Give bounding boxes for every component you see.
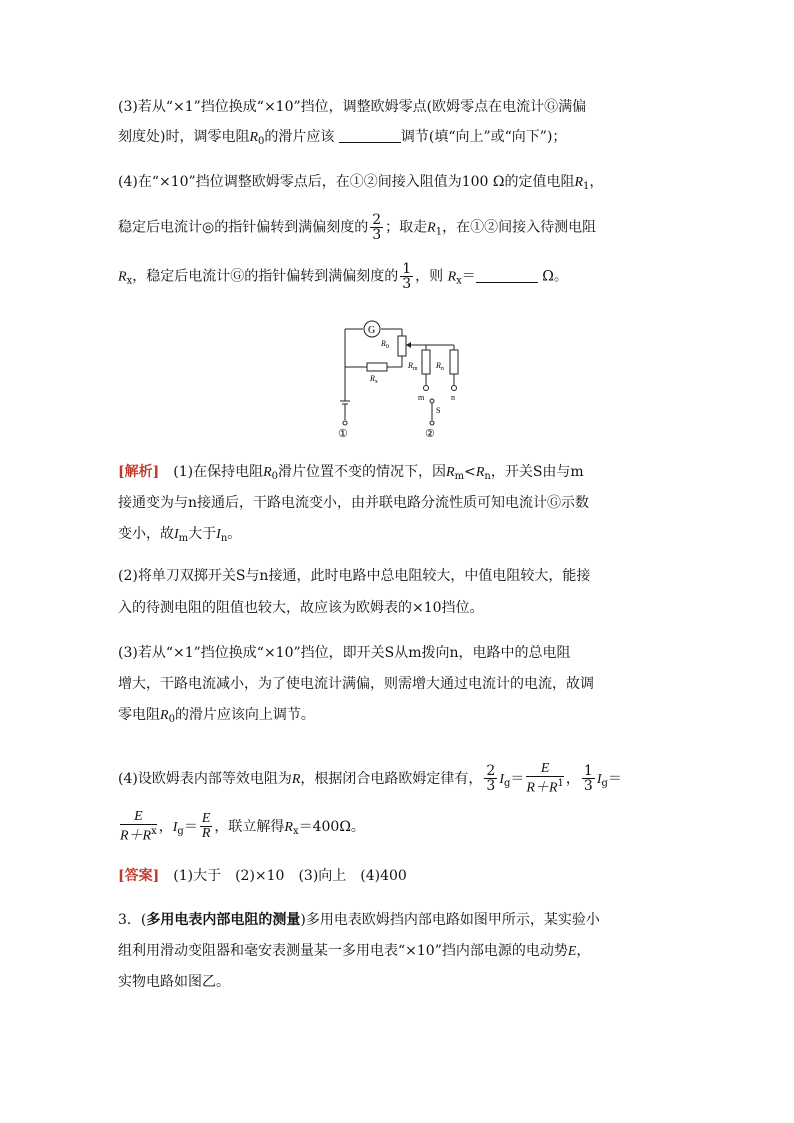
- circuit-label-rn: $R_n$: [436, 361, 444, 372]
- analysis-line-10: $\frac{E}{R+R^x}$ ，$I_g=$ $\frac{E}{R}$ ，联立解得$R_x=400\Omega$。: [120, 809, 365, 844]
- terminal-2-label: ②: [425, 428, 435, 440]
- answer-label: [答案]: [118, 868, 160, 884]
- fraction-one-third: $\frac{1}{3}$: [402, 261, 412, 292]
- q3next-line-3: 实物电路如图乙。: [118, 974, 230, 990]
- analysis-line-1: [解析] (1)在保持电阻$R_0$滑片位置不变的情况下，因$R_m<R_n$，开关S由与m: [118, 464, 584, 482]
- analysis-line-6: (3)若从“×1”挡位换成“×10”挡位，即开关S从m拨向n，电路中的总电阻: [118, 645, 571, 661]
- circuit-label-rx: $R_x$: [370, 374, 378, 385]
- frac-e-r: $\frac{E}{R}$: [201, 811, 211, 842]
- circuit-label-rm: $R_m$: [408, 361, 418, 372]
- slider-arrow-icon: [406, 342, 411, 348]
- circuit-label-r0: $R_0$: [381, 339, 389, 350]
- q3-line-2: 刻度处)时，调零电阻$R_0$的滑片应该 调节(填“向上”或“向下”)；: [118, 129, 567, 147]
- q3next-line-1: 3．(多用电表内部电阻的测量)多用电表欧姆挡内部电路如图甲所示，某实验小: [118, 912, 600, 928]
- circuit-diagram: [330, 310, 470, 445]
- circuit-label-s: S: [436, 406, 441, 415]
- q4-line-2: 稳定后电流计◎的指针偏转到满偏刻度的 $\frac{2}{3}$ ；取走$R_1$，在①②间接入待测电阻: [118, 212, 597, 243]
- analysis-line-7: 增大，干路电流减小，为了使电流计满偏，则需增大通过电流计的电流，故调: [118, 676, 594, 692]
- analysis-line-5: 入的待测电阻的阻值也较大，故应该为欧姆表的×10挡位。: [118, 600, 484, 616]
- analysis-line-9: (4)设欧姆表内部等效电阻为R，根据闭合电路欧姆定律有， $\frac{2}{3}$ $I_g=$ $\frac{E}{R+R^1}$ ， $\frac{1}{3}$ $I_g=$: [118, 761, 622, 796]
- analysis-line-2: 接通变为与n接通后，干路电流变小，由并联电路分流性质可知电流计Ⓖ示数: [118, 495, 590, 511]
- q3-line-1: (3)若从“×1”挡位换成“×10”挡位，调整欧姆零点(欧姆零点在电流计Ⓖ满偏: [118, 99, 587, 115]
- q3next-line-2: 组利用滑动变阻器和毫安表测量某一多用电表“×10”挡内部电源的电动势E，: [118, 943, 591, 959]
- circuit-label-n: n: [451, 393, 455, 402]
- frac-e-r-r1: $\frac{E}{R+R^1}$: [526, 761, 564, 796]
- fraction-two-thirds: $\frac{2}{3}$: [372, 212, 382, 243]
- frac-e-r-rx: $\frac{E}{R+R^x}$: [120, 809, 157, 844]
- analysis-line-8: 零电阻$R_0$的滑片应该向上调节。: [118, 707, 315, 725]
- circuit-label-g: G: [368, 325, 376, 336]
- analysis-line-3: 变小，故$I_m$大于$I_n$。: [118, 526, 242, 544]
- analysis-label: [解析]: [118, 464, 160, 480]
- q3-answer-blank: [339, 128, 401, 143]
- q4-line-3: $R_x$，稳定后电流计Ⓖ的指针偏转到满偏刻度的 $\frac{1}{3}$ ，则 $R_x= \Omega$。: [118, 261, 568, 292]
- q4-answer-blank: [476, 268, 538, 283]
- answer-line: [答案] (1)大于 (2)×10 (3)向上 (4)400: [118, 868, 407, 884]
- q4-line-1: (4)在“×10”挡位调整欧姆零点后，在①②间接入阻值为100 Ω的定值电阻$R_1$，: [118, 174, 604, 192]
- terminal-1-label: ①: [338, 428, 348, 440]
- analysis-line-4: (2)将单刀双掷开关S与n接通，此时电路中总电阻较大，中值电阻较大，能接: [118, 568, 591, 584]
- circuit-label-m: m: [418, 393, 425, 402]
- frac-2-3: $\frac{2}{3}$: [486, 763, 496, 795]
- frac-1-3: $\frac{1}{3}$: [583, 763, 593, 795]
